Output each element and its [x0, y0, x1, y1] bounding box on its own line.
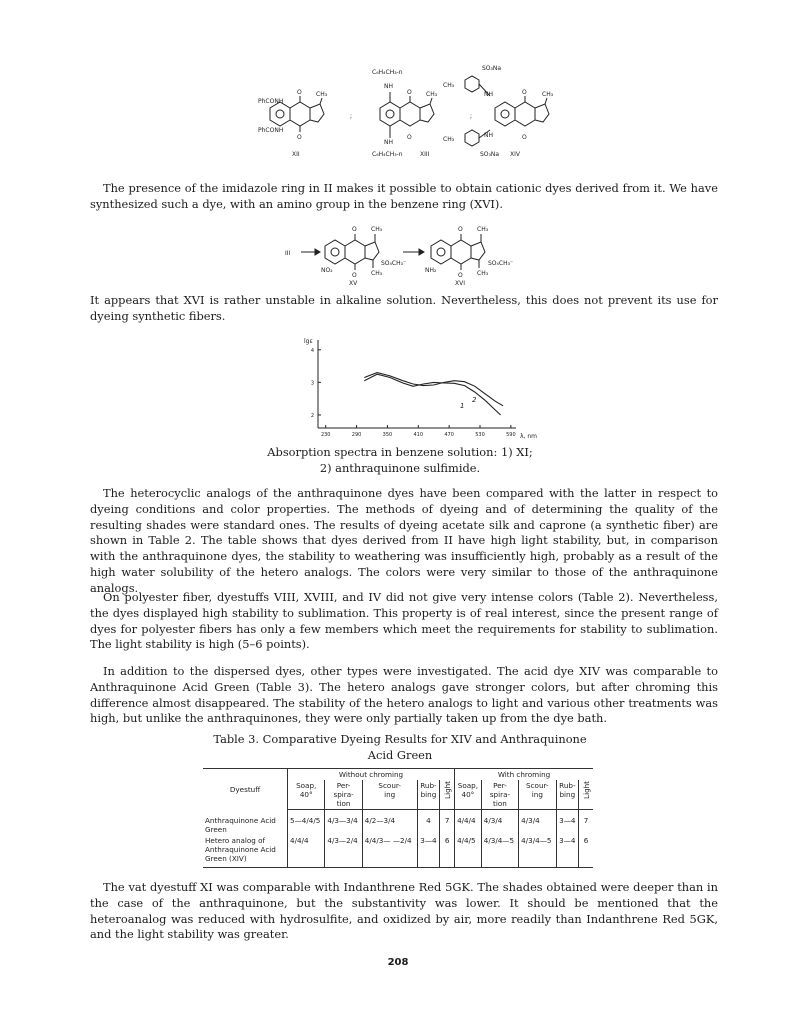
xv-ch3-bottom: CH₃	[371, 270, 383, 277]
cell: 4/4/3— —2/4	[362, 835, 417, 868]
xiv-ch3: CH₃	[542, 91, 554, 98]
page-number: 208	[387, 957, 409, 968]
y-tick-label: 3	[310, 380, 314, 387]
x-tick-label: 590	[506, 432, 516, 438]
table-3	[203, 768, 593, 868]
cell: 4/3—2/4	[325, 835, 362, 868]
series-2-line	[364, 373, 503, 406]
xiv-ch3-left-bottom: CH₃	[443, 136, 455, 143]
xiii-sub-bottom: C₆H₄CH₃-n	[372, 151, 403, 158]
cell: 4/2—3/4	[362, 810, 417, 835]
xii-label: XII	[292, 151, 300, 158]
x-tick-label: 350	[382, 432, 393, 438]
col-perspiration: Per- spira- tion	[325, 780, 362, 810]
cell: 6	[579, 835, 593, 868]
cell: 4/3/4—5	[481, 835, 518, 868]
xiv-so3na-top: SO₃Na	[482, 65, 502, 72]
separator-2: ;	[470, 113, 473, 120]
xvi-ch3-top: CH₃	[477, 226, 489, 233]
table-row	[203, 810, 593, 835]
xvi-nh2: NH₂	[425, 267, 437, 274]
row-1-name: Anthraquinone Acid Green	[205, 815, 276, 834]
xiv-nh-bottom: NH	[484, 132, 493, 139]
xiii-o-bottom: O	[407, 134, 412, 141]
series-2-label: 2	[472, 396, 477, 404]
x-tick-label: 410	[413, 432, 424, 438]
xii-o-bottom: O	[297, 134, 302, 141]
xv-o-top: O	[352, 226, 357, 233]
group-without-chroming: Without chroming	[288, 769, 455, 781]
col-soap-chromed-temp: 40°	[461, 790, 475, 799]
paragraph-4: On polyester fiber, dyestuffs VIII, XVIII, and IV did not give very intense colors (Table 2). Nevertheless, the dyes displayed high stability to sublimation. This property is of real interest, since the present range of dyes for polyester fibers has only a few members which meet the requirements for stability to sublimation. The light stability is high (5–6 points).	[90, 590, 718, 652]
cell: 3—4	[556, 835, 579, 868]
table-row	[203, 835, 593, 868]
series-1-line	[364, 374, 500, 415]
reaction-scheme	[285, 220, 545, 288]
table-3-caption-line-2: Acid Green	[367, 748, 433, 762]
col-dyestuff: Dyestuff	[203, 769, 288, 810]
xiv-so3na-bottom: SO₃Na	[480, 151, 500, 158]
xiii-label: XIII	[420, 151, 430, 158]
series-1-label: 1	[460, 402, 465, 410]
xii-sub-top: PhCONH	[258, 98, 284, 105]
cell: 7	[579, 810, 593, 835]
xiv-ch3-left-top: CH₃	[443, 82, 455, 89]
reaction-start: III	[285, 250, 291, 257]
cell: 4/3—3/4	[325, 810, 362, 835]
col-soap-chromed	[455, 780, 482, 810]
xvi-o-top: O	[458, 226, 463, 233]
paragraph-5: In addition to the dispersed dyes, other types were investigated. The acid dye XIV was comparable to Anthraquinone Acid Green (Table 3). The hetero analogs gave stronger colors, but after chroming this difference almost disappeared. The stability of the hetero analogs to light and various other treatments was high, but unlike the anthraquinones, they were only partially taken up from the dye bath.	[90, 664, 718, 726]
xiv-o-bottom: O	[522, 134, 527, 141]
xiii-nh-top: NH	[384, 83, 393, 90]
xii-o-top: O	[297, 89, 302, 96]
col-soap	[288, 780, 325, 810]
x-tick-label: 230	[320, 432, 331, 438]
xiii-o-top: O	[407, 89, 412, 96]
xiv-o-top: O	[522, 89, 527, 96]
chart-xlabel: λ, nm	[520, 433, 538, 440]
xii-sub-bottom: PhCONH	[258, 127, 284, 134]
cell: 5—4/4/5	[288, 810, 325, 835]
col-soap-label: Soap,	[296, 781, 317, 790]
cell: 4	[417, 810, 440, 835]
col-rubbing: Rub- bing	[417, 780, 440, 810]
col-perspiration-chromed: Per- spira- tion	[481, 780, 518, 810]
x-tick-label: 290	[351, 432, 362, 438]
cell: 3—4	[417, 835, 440, 868]
cell: 4/3/4	[519, 810, 556, 835]
figure-caption-line-2: 2) anthraquinone sulfimide.	[319, 461, 481, 475]
paragraph-2: It appears that XVI is rather unstable in alkaline solution. Nevertheless, this does not prevent its use for dyeing synthetic fibers.	[90, 293, 718, 323]
table-3-caption-line-1: Table 3. Comparative Dyeing Results for XIV and Anthraquinone	[213, 732, 587, 746]
xiii-sub-top: C₆H₄CH₃-n	[372, 69, 403, 76]
cell: 6	[440, 835, 455, 868]
xv-label: XV	[349, 280, 358, 287]
cell: 4/4/4	[288, 835, 325, 868]
xvi-anion: SO₄CH₃⁻	[488, 260, 514, 267]
xvi-label: XVI	[455, 280, 465, 287]
row-2-name: Hetero analog of Anthraquinone Acid Green (XIV)	[203, 835, 288, 868]
col-light-label: Light	[442, 781, 452, 799]
group-with-chroming: With chroming	[455, 769, 593, 781]
cell: 4/3/4	[481, 810, 518, 835]
chart-ylabel: lgε	[304, 338, 313, 345]
paragraph-6: The vat dyestuff XI was comparable with Indanthrene Red 5GK. The shades obtained were deeper than in the case of the anthraquinone, but the substantivity was lower. It should be mentioned that the heteroanalog was reduced with hydrosulfite, and oxidized by air, more readily than Indanthrene Red 5GK, and the light stability was greater.	[90, 880, 718, 942]
xv-o-bottom: O	[352, 272, 357, 279]
xiv-label: XIV	[510, 151, 520, 158]
figure-caption-line-1: Absorption spectra in benzene solution: 1) XI;	[267, 445, 533, 459]
xii-ch3: CH₃	[316, 91, 328, 98]
cell: 4/4/4	[455, 810, 482, 835]
separator-1: ;	[350, 113, 353, 120]
xv-anion: SO₄CH₃⁻	[381, 260, 407, 267]
paragraph-3: The heterocyclic analogs of the anthraquinone dyes have been compared with the latter in respect to dyeing conditions and color properties. The methods of dyeing and of determining the quality of the resulting shades were standard ones. The results of dyeing acetate silk and caprone (a synthetic fiber) are shown in Table 2. The table shows that dyes derived from II have high light stability, but, in comparison with the anthraquinone dyes, the stability to weathering was insufficiently high, probably as a result of the high water solubility of the hetero analogs. The colors were very similar to those of the anthraquinone analogs.	[90, 486, 718, 595]
col-scouring: Scour- ing	[362, 780, 417, 810]
paragraph-1: The presence of the imidazole ring in II makes it possible to obtain cationic dyes derived from it. We have synthesized such a dye, with an amino group in the benzene ring (XVI).	[90, 181, 718, 211]
x-tick-label: 530	[475, 432, 485, 438]
cell: 7	[440, 810, 455, 835]
x-tick-label: 470	[444, 432, 454, 438]
y-tick-label: 2	[310, 412, 314, 419]
xv-ch3-top: CH₃	[371, 226, 383, 233]
absorption-spectrum-chart	[298, 330, 560, 446]
cell: 4/3/4—5	[519, 835, 556, 868]
xiv-nh-top: NH	[484, 91, 493, 98]
y-tick-label: 4	[310, 347, 314, 354]
col-soap-temp: 40°	[299, 790, 313, 799]
xv-no2: NO₂	[321, 267, 333, 274]
col-scouring-chromed: Scour- ing	[519, 780, 556, 810]
xvi-o-bottom: O	[458, 272, 463, 279]
col-soap-chromed-label: Soap,	[457, 781, 479, 790]
cell: 3—4	[556, 810, 579, 835]
cell: 4/4/5	[455, 835, 482, 868]
xiii-ch3: CH₃	[426, 91, 438, 98]
xiii-nh-bottom: NH	[384, 139, 393, 146]
col-light	[440, 780, 455, 810]
col-rubbing-chromed: Rub- bing	[556, 780, 579, 810]
col-light-chromed-label: Light	[581, 781, 591, 799]
xvi-ch3-bottom: CH₃	[477, 270, 489, 277]
structures-xii-xiv	[240, 60, 570, 172]
col-light-chromed	[579, 780, 593, 810]
